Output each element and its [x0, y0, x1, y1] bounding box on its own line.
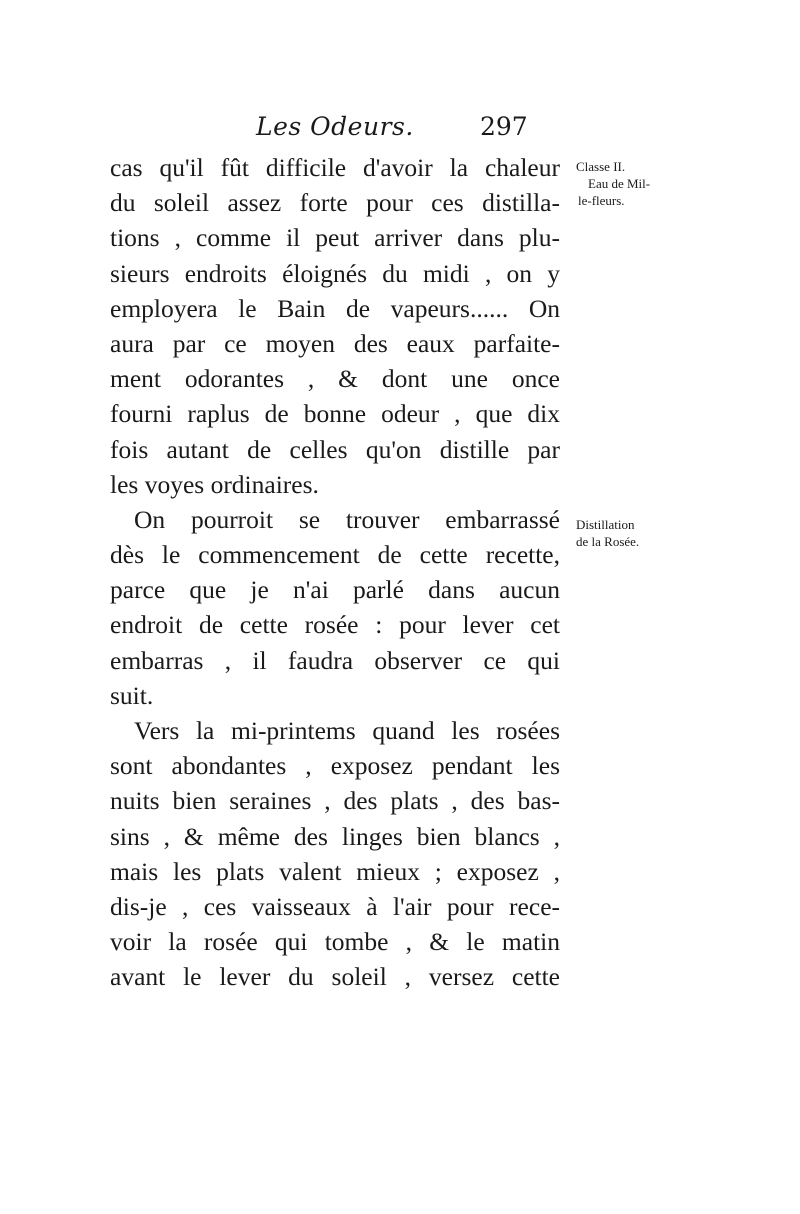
text-line: employera le Bain de vapeurs...... On — [110, 293, 560, 323]
text-line: mais les plats valent mieux ; exposez , — [110, 856, 560, 886]
text-line: parce que je n'ai parlé dans aucun — [110, 575, 560, 605]
text-line: cas qu'il fût difficile d'avoir la chaleur — [110, 153, 560, 182]
paragraph — [110, 502, 560, 713]
text-line: avant le lever du soleil , versez cette — [110, 962, 560, 992]
page-number: 297 — [480, 112, 528, 141]
body-text — [110, 150, 560, 995]
text-line: dès le commencement de cette recette, — [110, 540, 560, 570]
text-line: endroit de cette rosée : pour lever cet — [110, 610, 560, 640]
text-line: voir la rosée qui tombe , & le matin — [110, 927, 560, 957]
text-line: sont abondantes , exposez pendant les — [110, 751, 560, 781]
text-line: On pourroit se trouver embarrassé — [134, 504, 560, 534]
text-line: les voyes ordinaires. — [110, 469, 319, 499]
text-line: fourni raplus de bonne odeur , que dix — [110, 399, 560, 429]
text-line: tions , comme il peut arriver dans plu- — [110, 223, 560, 253]
text-line: Vers la mi-printems quand les rosées — [134, 716, 560, 745]
margin-note-line: Eau de Mil- — [588, 176, 651, 191]
paragraph — [110, 150, 560, 502]
text-line: aura par ce moyen des eaux parfaite- — [110, 328, 560, 358]
margin-note-line: de la Rosée. — [576, 534, 640, 549]
margin-note — [576, 516, 639, 550]
margin-note-line: le-fleurs. — [578, 193, 625, 208]
text-line: nuits bien seraines , des plats , des bas- — [110, 786, 560, 816]
text-line: du soleil assez forte pour ces distilla- — [110, 188, 560, 218]
running-title: Les Odeurs. — [256, 112, 414, 141]
page-header — [256, 112, 556, 148]
text-line: suit. — [110, 680, 154, 710]
paragraph — [110, 713, 560, 995]
text-line: fois autant de celles qu'on distille par — [110, 434, 560, 464]
margin-note — [576, 158, 650, 209]
margin-note-line: Classe II. — [576, 159, 626, 174]
text-line: embarras , il faudra observer ce qui — [110, 645, 560, 675]
text-line: sieurs endroits éloignés du midi , on y — [110, 258, 560, 288]
text-line: dis-je , ces vaisseaux à l'air pour rece- — [110, 891, 560, 921]
margin-note-line: Distillation — [576, 517, 635, 532]
text-line: sins , & même des linges bien blancs , — [110, 821, 560, 851]
text-line: ment odorantes , & dont une once — [110, 364, 560, 394]
